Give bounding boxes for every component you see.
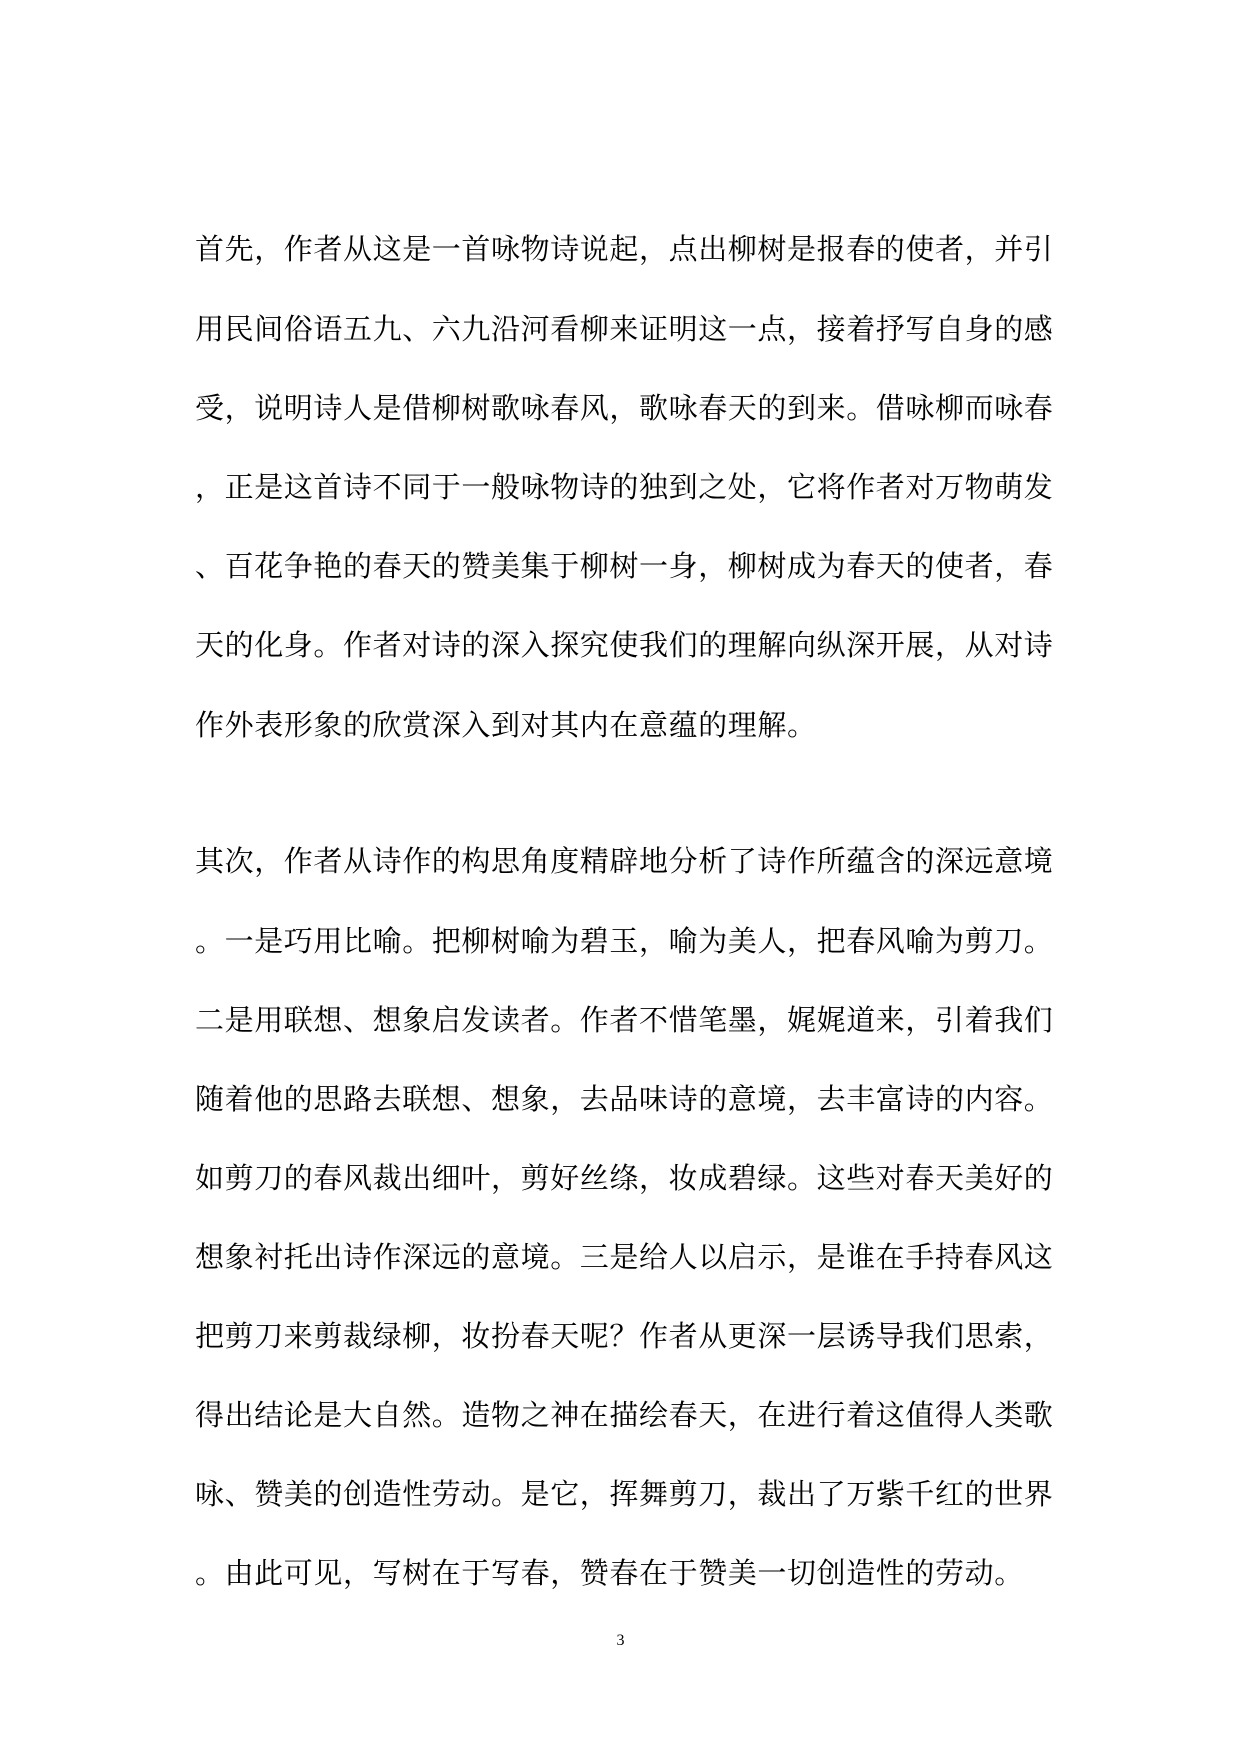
text-line: ，正是这首诗不同于一般咏物诗的独到之处，它将作者对万物萌发 — [195, 470, 1054, 504]
text-line: 受，说明诗人是借柳树歌咏春风，歌咏春天的到来。借咏柳而咏春 — [195, 391, 1054, 425]
text-line: 。一是巧用比喻。把柳树喻为碧玉，喻为美人，把春风喻为剪刀。 — [195, 924, 1054, 958]
text-line: 。由此可见，写树在于写春，赞春在于赞美一切创造性的劳动。 — [195, 1556, 1024, 1590]
text-line: 如剪刀的春风裁出细叶，剪好丝绦，妆成碧绿。这些对春天美好的 — [195, 1161, 1054, 1195]
text-line: 其次，作者从诗作的构思角度精辟地分析了诗作所蕴含的深远意境 — [195, 844, 1054, 878]
text-line: 天的化身。作者对诗的深入探究使我们的理解向纵深开展，从对诗 — [195, 628, 1054, 662]
text-line: 用民间俗语五九、六九沿河看柳来证明这一点，接着抒写自身的感 — [195, 312, 1054, 346]
text-line: 随着他的思路去联想、想象，去品味诗的意境，去丰富诗的内容。 — [195, 1082, 1054, 1116]
text-line: 得出结论是大自然。造物之神在描绘春天，在进行着这值得人类歌 — [195, 1398, 1054, 1432]
text-line: 想象衬托出诗作深远的意境。三是给人以启示，是谁在手持春风这 — [195, 1240, 1054, 1274]
page-number: 3 — [616, 1632, 625, 1649]
text-line: 咏、赞美的创造性劳动。是它，挥舞剪刀，裁出了万紫千红的世界 — [195, 1477, 1054, 1511]
text-line: 作外表形象的欣赏深入到对其内在意蕴的理解。 — [195, 708, 817, 742]
text-line: 、百花争艳的春天的赞美集于柳树一身，柳树成为春天的使者，春 — [195, 549, 1054, 583]
text-line: 首先，作者从这是一首咏物诗说起，点出柳树是报春的使者，并引 — [195, 232, 1054, 266]
text-line: 二是用联想、想象启发读者。作者不惜笔墨，娓娓道来，引着我们 — [195, 1003, 1054, 1037]
text-line: 把剪刀来剪裁绿柳，妆扮春天呢？作者从更深一层诱导我们思索， — [195, 1319, 1054, 1353]
